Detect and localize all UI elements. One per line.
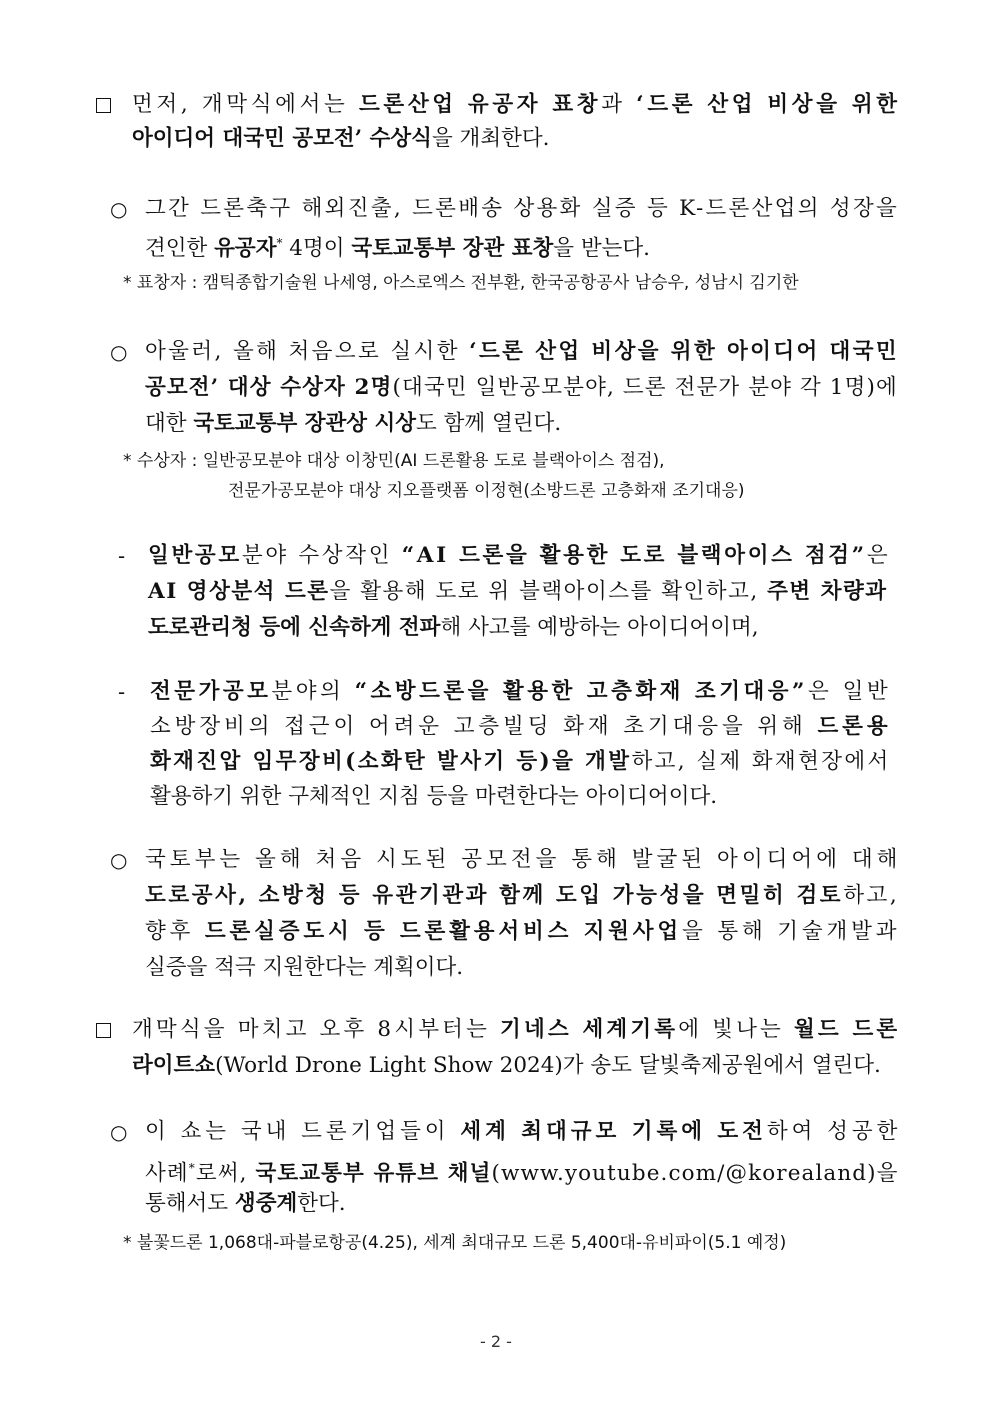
text-run: 하여 성공한 (766, 1119, 902, 1144)
text-line (150, 781, 717, 813)
bold-text: 세계 최대규모 기록에 도전 (460, 1119, 767, 1144)
text-run: 로써, (195, 1161, 256, 1187)
text-line (148, 612, 759, 644)
text-line (145, 1152, 899, 1190)
text-line (145, 1116, 901, 1148)
text-line (148, 576, 888, 608)
text-run: 4명이 (282, 236, 352, 262)
text-line (145, 193, 899, 225)
note-line (123, 270, 799, 296)
bold-text: 공모전’ 대상 수상자 2명 (145, 375, 393, 400)
bold-text: 도로관리청 등에 신속하게 전파 (148, 615, 441, 640)
text-run: 실증을 적극 지원한다는 계획이다. (145, 955, 464, 980)
bold-text: 월드 드론 (793, 1017, 901, 1042)
text-run: * 불꽃드론 1,068대-파블로항공(4.25), 세계 최대규모 드론 5,400대-유비파이(5.1 예정) (123, 1233, 787, 1253)
bold-text: 드론산업 유공자 표창 (359, 92, 602, 117)
text-line (145, 952, 463, 984)
text-run: (대국민 일반공모분야, 드론 전문가 분야 각 1명)에 (392, 375, 898, 400)
bold-text: 아이디어 대국민 공모전’ 수상식 (132, 126, 432, 151)
text-line (145, 408, 561, 440)
text-line (132, 89, 901, 121)
text-line (145, 336, 899, 368)
text-run: 그간 드론축구 해외진출, 드론배송 상용화 실증 등 K-드론산업의 성장을 (145, 196, 900, 221)
text-run: 소방장비의 접근이 어려운 고층빌딩 화재 초기대응을 위해 (150, 714, 818, 739)
text-run: 하고, (843, 883, 900, 908)
text-run: 대한 (145, 411, 194, 436)
dash-expert-contest-paragraph-bullet: - (118, 680, 126, 704)
text-line (132, 123, 549, 155)
text-run: 분야의 (271, 679, 355, 704)
bold-text: 기네스 세계기록 (500, 1017, 679, 1042)
dash-bullet: - (118, 544, 126, 568)
text-run: 해 사고를 예방하는 아이디어이며, (440, 615, 759, 640)
text-run: 은 일반 (807, 679, 892, 704)
text-line (145, 916, 900, 948)
text-line (145, 227, 650, 265)
bold-text: 유공자 (214, 236, 277, 262)
text-run: (World Drone Light Show 2024)가 송도 달빛축제공원에서 열린다. (215, 1053, 881, 1078)
text-line (150, 676, 891, 708)
text-line (150, 746, 891, 778)
bold-text: 생중계 (234, 1191, 298, 1216)
square-bullet (96, 1023, 111, 1038)
note-line (228, 478, 745, 504)
bold-text: 국토교통부 장관 표창 (351, 236, 554, 262)
bold-text: 국토교통부 유튜브 채널 (255, 1161, 492, 1187)
text-run: * (276, 236, 283, 250)
text-line (145, 372, 898, 404)
bold-text: 주변 차량과 (767, 579, 888, 604)
text-run: 향후 (145, 919, 205, 944)
text-line (145, 844, 901, 876)
text-run: (www.youtube.com/@korealand)을 (491, 1161, 899, 1187)
text-run: 도 함께 열린다. (416, 411, 562, 436)
text-line (145, 880, 899, 912)
text-run: * 수상자 : 일반공모분야 대상 이창민(AI 드론활용 도로 블랙아이스 점검), (123, 451, 665, 471)
text-run: 사례 (145, 1161, 189, 1187)
text-line (145, 1188, 346, 1220)
text-run: 을 통해 기술개발과 (682, 919, 901, 944)
text-run: * 표창자 : 캠틱종합기술원 나세영, 아스로엑스 전부환, 한국공항공사 남승우, 성남시 김기한 (123, 273, 799, 293)
text-run: 견인한 (145, 236, 215, 262)
bold-text: 일반공모 (148, 543, 242, 568)
bold-text: 화재진압 임무장비(소화탄 발사기 등)을 개발 (150, 749, 632, 774)
text-run: 을 개최한다. (431, 126, 550, 151)
text-run: * (188, 1161, 196, 1175)
text-run: 국토부는 올해 처음 시도된 공모전을 통해 발굴된 아이디어에 대해 (145, 847, 902, 872)
text-run: 전문가공모분야 대상 지오플랫폼 이정현(소방드론 고층화재 조기대응) (228, 481, 745, 501)
text-run: 하고, 실제 화재현장에서 (631, 749, 891, 774)
text-line (132, 1050, 881, 1082)
text-run: 은 (866, 543, 891, 568)
bold-text: ‘드론 산업 비상을 위한 아이디어 대국민 (469, 339, 900, 364)
text-run: 분야 수상작인 (241, 543, 402, 568)
bold-text: 드론용 (817, 714, 892, 739)
bold-text: 국토교통부 장관상 시상 (193, 411, 417, 436)
text-run: 개막식을 마치고 오후 8시부터는 (132, 1017, 501, 1042)
text-run: 아울러, 올해 처음으로 실시한 (145, 339, 470, 364)
circle-bullet: ○ (110, 340, 128, 364)
text-run: 을 받는다. (553, 236, 651, 262)
text-run: 통해서도 (145, 1191, 235, 1216)
note-line (123, 1230, 786, 1256)
bold-text: 전문가공모 (150, 679, 272, 704)
text-run: 활용하기 위한 구체적인 지침 등을 마련한다는 아이디어이다. (150, 784, 718, 809)
bold-text: 도로공사, 소방청 등 유관기관과 함께 도입 가능성을 면밀히 검토 (145, 883, 844, 908)
circle-bullet: ○ (110, 1120, 128, 1144)
square-bullet (96, 98, 111, 113)
text-line (132, 1014, 900, 1046)
text-line (148, 540, 890, 572)
bold-text: “AI 드론을 활용한 도로 블랙아이스 점검” (401, 543, 867, 568)
circle-bullet: ○ (110, 197, 128, 221)
bold-text: 드론실증도시 등 드론활용서비스 지원사업 (204, 919, 683, 944)
circle-bullet: ○ (110, 848, 128, 872)
text-run: 한다. (297, 1191, 346, 1216)
note-line (123, 448, 665, 474)
text-run: 에 빛나는 (678, 1017, 794, 1042)
text-run: 과 (601, 92, 637, 117)
page-number: - 2 - (480, 1332, 512, 1351)
bold-text: 라이트쇼 (132, 1053, 216, 1078)
text-run: 먼저, 개막식에서는 (132, 92, 359, 117)
text-run: 이 쇼는 국내 드론기업들이 (145, 1119, 461, 1144)
bold-text: ‘드론 산업 비상을 위한 (636, 92, 901, 117)
text-run: 을 활용해 도로 위 블랙아이스를 확인하고, (329, 579, 768, 604)
text-line (150, 711, 892, 743)
bold-text: AI 영상분석 드론 (148, 579, 330, 604)
bold-text: “소방드론을 활용한 고층화재 조기대응” (354, 679, 808, 704)
